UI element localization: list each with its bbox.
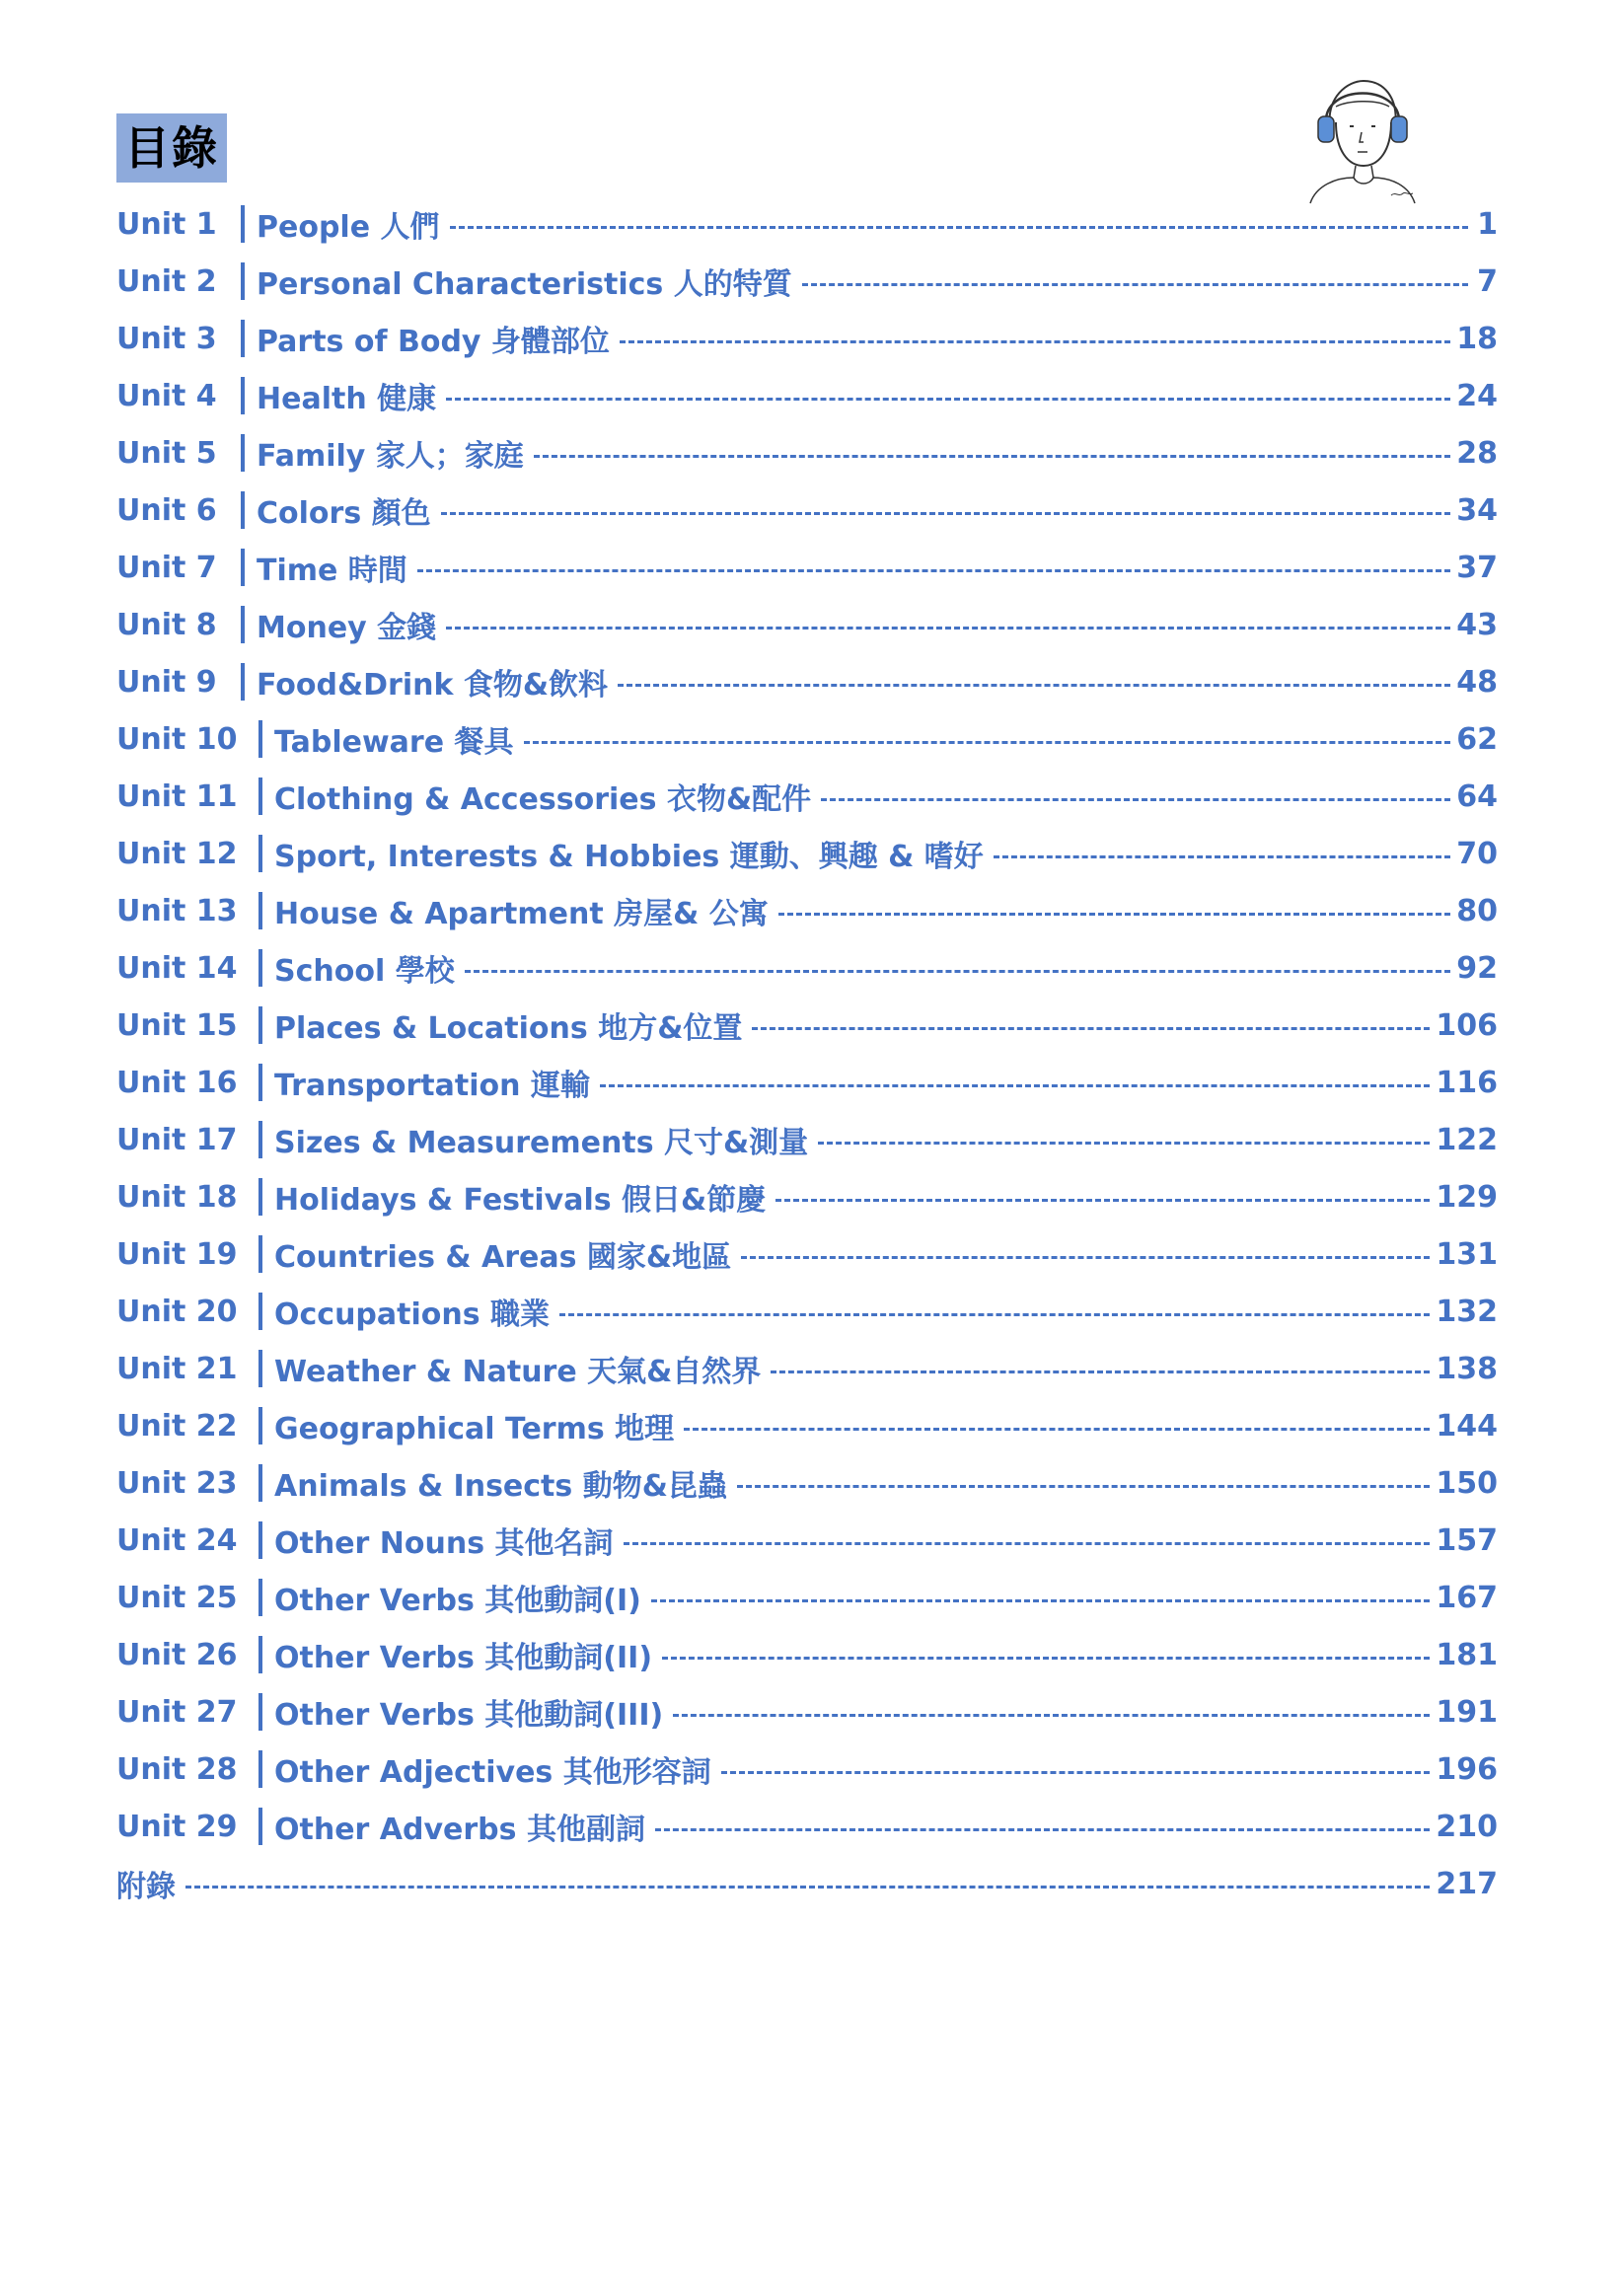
toc-unit-number: Unit 27	[116, 1694, 238, 1730]
toc-entry[interactable]	[116, 1340, 1498, 1397]
toc-entry-title: Family 家人；家庭	[257, 439, 524, 474]
toc-entry-title: Parts of Body 身體部位	[257, 325, 610, 359]
toc-separator-bar	[241, 320, 245, 357]
toc-entry-title: Holidays & Festivals 假日&節慶	[274, 1183, 767, 1218]
toc-entry-title: Time 時間	[257, 554, 407, 588]
toc-entry-title: Clothing & Accessories 衣物&配件	[274, 782, 812, 817]
toc-entry-title: People 人們	[257, 210, 440, 245]
toc-unit-number: Unit 9	[116, 664, 217, 700]
toc-entry-title: Other Verbs 其他動詞(II)	[274, 1641, 653, 1675]
toc-page-number: 48	[1456, 664, 1498, 700]
toc-entry-title: Money 金錢	[257, 611, 437, 645]
toc-entry-title: Food&Drink 食物&飲料	[257, 668, 609, 703]
toc-entry[interactable]	[116, 1798, 1498, 1855]
toc-entry[interactable]	[116, 253, 1498, 310]
toc-leader-dashes	[778, 913, 1450, 916]
toc-page-number: 129	[1436, 1179, 1498, 1215]
toc-entry[interactable]	[116, 997, 1498, 1054]
toc-unit-number: Unit 28	[116, 1751, 238, 1787]
toc-leader-dashes	[684, 1428, 1430, 1431]
toc-leader-dashes	[534, 455, 1450, 458]
toc-entry-title: Other Verbs 其他動詞(III)	[274, 1698, 664, 1733]
toc-leader-dashes	[673, 1714, 1430, 1717]
toc-entry[interactable]	[116, 310, 1498, 367]
toc-unit-number: Unit 3	[116, 321, 217, 356]
toc-leader-dashes	[446, 627, 1450, 630]
toc-unit-number: Unit 1	[116, 206, 217, 242]
toc-page-number: 217	[1436, 1866, 1498, 1901]
toc-leader-dashes	[821, 798, 1450, 801]
toc-separator-bar	[258, 1006, 262, 1044]
toc-leader-dashes	[741, 1256, 1430, 1259]
toc-page-number: 34	[1456, 492, 1498, 528]
toc-leader-dashes	[624, 1542, 1431, 1545]
toc-leader-dashes	[721, 1771, 1431, 1774]
toc-unit-number: Unit 12	[116, 836, 238, 871]
toc-entry[interactable]	[116, 1512, 1498, 1569]
toc-page-number: 106	[1436, 1007, 1498, 1043]
toc-separator-bar	[258, 1579, 262, 1616]
toc-page-number: 18	[1456, 321, 1498, 356]
toc-unit-number: Unit 14	[116, 950, 238, 986]
toc-entry-title: Countries & Areas 國家&地區	[274, 1240, 732, 1275]
toc-separator-bar	[241, 262, 245, 300]
toc-unit-number: Unit 20	[116, 1294, 238, 1329]
toc-leader-dashes	[600, 1084, 1430, 1087]
toc-page-number: 181	[1436, 1637, 1498, 1672]
toc-entry-title: Places & Locations 地方&位置	[274, 1011, 743, 1046]
toc-entry-title: 附錄	[116, 1870, 176, 1904]
toc-unit-number: Unit 15	[116, 1007, 238, 1043]
toc-separator-bar	[258, 835, 262, 872]
toc-separator-bar	[258, 1350, 262, 1387]
toc-separator-bar	[241, 377, 245, 414]
toc-entry[interactable]	[116, 1225, 1498, 1283]
toc-page-number: 131	[1436, 1236, 1498, 1272]
toc-entry[interactable]	[116, 1683, 1498, 1741]
toc-page-number: 116	[1436, 1065, 1498, 1100]
toc-unit-number: Unit 16	[116, 1065, 238, 1100]
toc-page-number: 7	[1477, 263, 1498, 299]
toc-entry[interactable]	[116, 1283, 1498, 1340]
toc-page-number: 70	[1456, 836, 1498, 871]
toc-page-number: 80	[1456, 893, 1498, 928]
toc-leader-dashes	[775, 1199, 1430, 1202]
toc-page-number: 37	[1456, 550, 1498, 585]
toc-page-number: 28	[1456, 435, 1498, 471]
toc-separator-bar	[241, 663, 245, 701]
toc-unit-number: Unit 23	[116, 1465, 238, 1501]
toc-page-number: 24	[1456, 378, 1498, 413]
toc-page-number: 167	[1436, 1580, 1498, 1615]
toc-entry[interactable]	[116, 1569, 1498, 1626]
toc-entry[interactable]	[116, 1397, 1498, 1454]
toc-page-number: 138	[1436, 1351, 1498, 1386]
toc-separator-bar	[258, 1235, 262, 1273]
toc-leader-dashes	[441, 512, 1451, 515]
toc-unit-number: Unit 11	[116, 778, 238, 814]
toc-entry[interactable]	[116, 653, 1498, 710]
toc-separator-bar	[258, 778, 262, 815]
toc-separator-bar	[258, 1178, 262, 1216]
toc-unit-number: Unit 18	[116, 1179, 238, 1215]
toc-unit-number: Unit 8	[116, 607, 217, 642]
table-of-contents	[116, 195, 1498, 1912]
toc-entry[interactable]	[116, 939, 1498, 997]
toc-leader-dashes	[185, 1886, 1430, 1889]
toc-page-number: 1	[1477, 206, 1498, 242]
toc-leader-dashes	[620, 340, 1450, 343]
toc-entry[interactable]	[116, 825, 1498, 882]
toc-entry-title: Sizes & Measurements 尺寸&測量	[274, 1126, 809, 1160]
toc-separator-bar	[258, 1693, 262, 1731]
toc-entry-title: Occupations 職業	[274, 1297, 551, 1332]
toc-entry-title: Health 健康	[257, 382, 437, 416]
toc-entry-title: School 學校	[274, 954, 455, 989]
toc-entry[interactable]	[116, 882, 1498, 939]
toc-entry-title: Other Nouns 其他名詞	[274, 1526, 614, 1561]
toc-unit-number: Unit 13	[116, 893, 238, 928]
toc-entry-title: Tableware 餐具	[274, 725, 514, 760]
toc-page-number: 150	[1436, 1465, 1498, 1501]
toc-separator-bar	[241, 491, 245, 529]
toc-entry-title: Other Verbs 其他動詞(I)	[274, 1584, 641, 1618]
toc-entry[interactable]	[116, 424, 1498, 481]
toc-separator-bar	[241, 205, 245, 243]
toc-separator-bar	[258, 1293, 262, 1330]
toc-unit-number: Unit 21	[116, 1351, 238, 1386]
toc-separator-bar	[258, 1750, 262, 1788]
toc-entry[interactable]	[116, 768, 1498, 825]
toc-entry[interactable]	[116, 481, 1498, 539]
toc-entry[interactable]	[116, 1741, 1498, 1798]
toc-entry-title: Other Adjectives 其他形容詞	[274, 1755, 711, 1790]
toc-entry[interactable]	[116, 1054, 1498, 1111]
toc-separator-bar	[258, 1636, 262, 1673]
toc-entry[interactable]	[116, 1111, 1498, 1168]
toc-leader-dashes	[655, 1828, 1430, 1831]
toc-unit-number: Unit 5	[116, 435, 217, 471]
toc-page-number: 92	[1456, 950, 1498, 986]
toc-entry-title: Other Adverbs 其他副詞	[274, 1813, 645, 1847]
toc-page-number: 191	[1436, 1694, 1498, 1730]
toc-leader-dashes	[651, 1599, 1431, 1602]
toc-entry[interactable]	[116, 596, 1498, 653]
toc-separator-bar	[258, 1808, 262, 1845]
toc-unit-number: Unit 6	[116, 492, 217, 528]
toc-page-number: 64	[1456, 778, 1498, 814]
toc-separator-bar	[241, 434, 245, 472]
toc-leader-dashes	[450, 226, 1469, 229]
toc-entry-title: Transportation 運輸	[274, 1069, 590, 1103]
toc-separator-bar	[258, 1521, 262, 1559]
toc-leader-dashes	[737, 1485, 1431, 1488]
toc-separator-bar	[258, 949, 262, 987]
toc-leader-dashes	[818, 1142, 1430, 1145]
toc-leader-dashes	[618, 684, 1450, 687]
toc-page-number: 132	[1436, 1294, 1498, 1329]
toc-separator-bar	[241, 549, 245, 586]
toc-entry-title: Personal Characteristics 人的特質	[257, 267, 792, 302]
toc-unit-number: Unit 26	[116, 1637, 238, 1672]
toc-entry-title: House & Apartment 房屋& 公寓	[274, 897, 769, 931]
toc-page-number: 157	[1436, 1522, 1498, 1558]
toc-page-number: 62	[1456, 721, 1498, 757]
toc-page-number: 196	[1436, 1751, 1498, 1787]
toc-entry-title: Geographical Terms 地理	[274, 1412, 675, 1446]
toc-leader-dashes	[802, 283, 1468, 286]
toc-entry-title: Animals & Insects 動物&昆蟲	[274, 1469, 727, 1504]
toc-unit-number: Unit 7	[116, 550, 217, 585]
person-with-headphones-icon	[1292, 67, 1431, 205]
toc-unit-number: Unit 25	[116, 1580, 238, 1615]
toc-page-number: 144	[1436, 1408, 1498, 1444]
toc-entry[interactable]	[116, 1626, 1498, 1683]
toc-entry-title: Colors 顏色	[257, 496, 431, 531]
toc-unit-number: Unit 29	[116, 1809, 238, 1844]
toc-leader-dashes	[662, 1657, 1430, 1660]
toc-leader-dashes	[446, 398, 1450, 401]
toc-separator-bar	[241, 606, 245, 643]
toc-entry[interactable]	[116, 1454, 1498, 1512]
toc-leader-dashes	[994, 855, 1450, 858]
toc-unit-number: Unit 17	[116, 1122, 238, 1157]
toc-entry-title: Sport, Interests & Hobbies 運動、興趣 & 嗜好	[274, 840, 984, 874]
toc-unit-number: Unit 22	[116, 1408, 238, 1444]
toc-separator-bar	[258, 1121, 262, 1158]
toc-separator-bar	[258, 720, 262, 758]
toc-unit-number: Unit 2	[116, 263, 217, 299]
toc-entry[interactable]	[116, 710, 1498, 768]
toc-leader-dashes	[752, 1027, 1430, 1030]
toc-entry[interactable]	[116, 539, 1498, 596]
page-title: 目錄	[116, 113, 227, 183]
toc-entry-appendix[interactable]	[116, 1855, 1498, 1912]
toc-page-number: 122	[1436, 1122, 1498, 1157]
toc-unit-number: Unit 19	[116, 1236, 238, 1272]
toc-entry-title: Weather & Nature 天氣&自然界	[274, 1355, 762, 1389]
toc-leader-dashes	[524, 741, 1451, 744]
toc-unit-number: Unit 4	[116, 378, 217, 413]
toc-entry[interactable]	[116, 367, 1498, 424]
toc-leader-dashes	[771, 1370, 1430, 1373]
toc-leader-dashes	[559, 1313, 1430, 1316]
toc-separator-bar	[258, 1407, 262, 1444]
toc-separator-bar	[258, 1464, 262, 1502]
toc-entry[interactable]	[116, 195, 1498, 253]
toc-leader-dashes	[465, 970, 1451, 973]
toc-page-number: 210	[1436, 1809, 1498, 1844]
toc-unit-number: Unit 24	[116, 1522, 238, 1558]
toc-separator-bar	[258, 1064, 262, 1101]
toc-unit-number: Unit 10	[116, 721, 238, 757]
toc-separator-bar	[258, 892, 262, 929]
toc-page-number: 43	[1456, 607, 1498, 642]
toc-entry[interactable]	[116, 1168, 1498, 1225]
toc-leader-dashes	[417, 569, 1450, 572]
